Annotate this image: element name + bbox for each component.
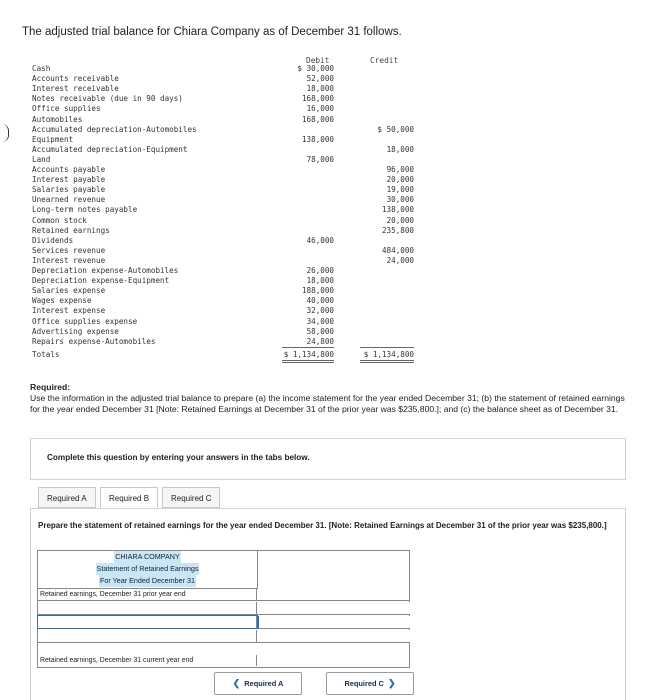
tb-account-name: Land xyxy=(32,154,51,164)
totals-double-rule-debit xyxy=(282,360,334,361)
tb-debit-value: 58,000 xyxy=(306,326,334,336)
tb-credit-value: $ 50,000 xyxy=(377,124,414,134)
tb-account-name: Unearned revenue xyxy=(32,195,106,205)
totals-rule-credit xyxy=(360,347,414,348)
next-button-label: Required C xyxy=(344,679,384,688)
tb-debit-value: 138,000 xyxy=(301,134,334,144)
debit-header: Debit xyxy=(306,56,330,65)
line-label-input-2[interactable] xyxy=(38,616,257,628)
tb-account-name: Depreciation expense-Equipment xyxy=(32,276,170,286)
totals-double-rule-debit-2 xyxy=(282,362,334,363)
row-current-year-retained-earnings xyxy=(38,655,410,667)
row-prior-divider xyxy=(256,589,257,600)
line-label-input-3[interactable] xyxy=(38,630,257,642)
tb-account-name: Common stock xyxy=(32,215,87,225)
tb-account-name: Office supplies xyxy=(32,104,101,114)
tb-account-name: Interest receivable xyxy=(32,84,119,94)
amount-input-2[interactable] xyxy=(258,616,410,628)
statement-input-row-1 xyxy=(38,602,410,615)
tb-debit-value: 46,000 xyxy=(306,235,334,245)
required-title: Required: xyxy=(30,382,71,392)
row-current-divider xyxy=(256,655,257,666)
tb-debit-value: $ 30,000 xyxy=(297,64,334,73)
chevron-left-icon: ❮ xyxy=(232,678,241,688)
tb-credit-value: $ 1,134,800 xyxy=(363,349,414,359)
credit-header: Credit xyxy=(370,56,399,65)
tb-credit-value: 19,000 xyxy=(386,185,414,195)
tb-credit-value: 20,000 xyxy=(386,215,414,225)
tb-debit-value: 32,000 xyxy=(306,306,334,316)
tb-account-name: Equipment xyxy=(32,134,74,144)
tb-credit-value: 96,000 xyxy=(386,165,414,174)
tb-account-name: Repairs expense-Automobiles xyxy=(32,336,156,346)
tb-account-name: Dividends xyxy=(32,235,74,245)
tb-account-name: Salaries payable xyxy=(32,185,106,195)
retained-earnings-statement xyxy=(37,550,410,668)
totals-double-rule-credit xyxy=(360,360,414,361)
tb-debit-value: 18,000 xyxy=(306,276,334,286)
tb-credit-value: 18,000 xyxy=(386,144,414,154)
statement-period: For Year Ended December 31 xyxy=(99,576,196,585)
tb-account-name: Accumulated depreciation-Equipment xyxy=(32,144,188,154)
tb-debit-value: 78,000 xyxy=(306,154,334,164)
tb-account-name: Cash xyxy=(32,64,51,73)
tb-credit-value: 484,000 xyxy=(381,245,414,255)
tb-credit-value: 20,000 xyxy=(386,175,414,185)
statement-input-row-3 xyxy=(38,630,410,643)
tb-account-name: Interest expense xyxy=(32,306,106,316)
tb-debit-value: 40,000 xyxy=(306,296,334,306)
line-label-input-1[interactable] xyxy=(38,602,257,614)
tb-debit-value: 52,000 xyxy=(306,74,334,84)
left-edge-bracket xyxy=(2,124,9,142)
tb-account-name: Salaries expense xyxy=(32,286,106,296)
page-title: The adjusted trial balance for Chiara Company as of December 31 follows. xyxy=(22,26,402,38)
tab-required-c[interactable]: Required C xyxy=(162,487,220,508)
trial-balance-table xyxy=(30,56,420,368)
statement-header xyxy=(38,551,258,589)
tb-debit-value: 168,000 xyxy=(301,114,334,124)
tab-required-a[interactable]: Required A xyxy=(38,487,96,508)
prev-required-a-button[interactable] xyxy=(214,672,302,695)
amount-input-3[interactable] xyxy=(258,630,410,642)
tb-account-name: Interest revenue xyxy=(32,255,106,265)
tb-debit-value: 188,000 xyxy=(301,286,334,296)
statement-input-row-2 xyxy=(38,616,410,629)
amount-input-1[interactable] xyxy=(258,602,410,614)
tab-required-b[interactable]: Required B xyxy=(100,487,158,508)
tb-account-name: Advertising expense xyxy=(32,326,119,336)
instruction-box xyxy=(30,438,626,480)
tb-account-name: Interest payable xyxy=(32,175,106,185)
tb-account-name: Accounts receivable xyxy=(32,74,119,84)
statement-name: Statement of Retained Earnings xyxy=(96,564,199,573)
tb-debit-value: 18,000 xyxy=(306,84,334,94)
tb-debit-value: 24,800 xyxy=(306,336,334,346)
tb-account-name: Notes receivable (due in 90 days) xyxy=(32,94,183,104)
tb-debit-value: 26,000 xyxy=(306,266,334,275)
tb-account-name: Long-term notes payable xyxy=(32,205,138,215)
tb-debit-value: $ 1,134,800 xyxy=(283,349,334,359)
required-text: Use the information in the adjusted trial balance to prepare (a) the income statement for the year ended December 31; (b) the statement of retained earnings for the year ended December 31 [Note: Retained Earnings at December 31 of the prior year was $235,800.]; and (c) the balance sheet as of December 31. xyxy=(30,393,625,414)
row-prior-label: Retained earnings, December 31 prior year end xyxy=(40,591,186,598)
required-block xyxy=(30,382,630,415)
row-prior-year-retained-earnings xyxy=(38,589,410,601)
totals-rule-debit xyxy=(282,347,334,348)
totals-double-rule-credit-2 xyxy=(360,362,414,363)
prev-button-label: Required A xyxy=(244,679,284,688)
tb-account-name: Retained earnings xyxy=(32,225,110,235)
tb-account-name: Services revenue xyxy=(32,245,106,255)
task-prompt: Prepare the statement of retained earnings for the year ended December 31. [Note: Retained Earnings at December 31 of the prior year was $235,800.] xyxy=(38,521,607,530)
tb-account-name: Accumulated depreciation-Automobiles xyxy=(32,124,197,134)
tb-account-name: Office supplies expense xyxy=(32,316,138,326)
next-required-c-button[interactable] xyxy=(326,672,414,695)
statement-company: CHIARA COMPANY xyxy=(115,552,180,561)
tb-credit-value: 30,000 xyxy=(386,195,414,205)
tb-debit-value: 16,000 xyxy=(306,104,334,114)
tb-credit-value: 138,000 xyxy=(381,205,414,215)
tb-credit-value: 235,800 xyxy=(381,225,414,235)
chevron-right-icon: ❯ xyxy=(387,678,396,688)
tb-credit-value: 24,000 xyxy=(386,255,414,265)
tb-account-name: Depreciation expense-Automobiles xyxy=(32,266,179,275)
instruction-text: Complete this question by entering your answers in the tabs below. xyxy=(47,453,310,462)
tb-account-name: Accounts payable xyxy=(32,165,106,174)
tb-account-name: Totals xyxy=(32,349,60,359)
tb-debit-value: 34,000 xyxy=(306,316,334,326)
row-current-label: Retained earnings, December 31 current year end xyxy=(40,657,194,664)
tb-debit-value: 168,000 xyxy=(301,94,334,104)
tb-account-name: Wages expense xyxy=(32,296,92,306)
tb-account-name: Automobiles xyxy=(32,114,83,124)
